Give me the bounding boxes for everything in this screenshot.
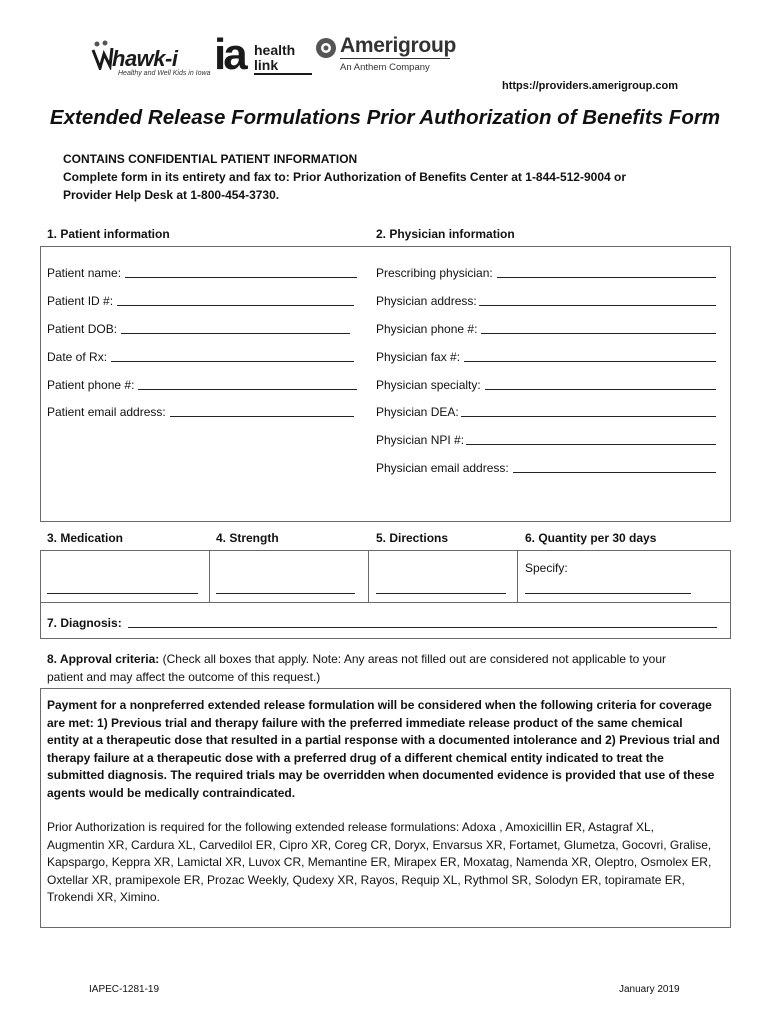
approval-criteria-intro bbox=[47, 651, 727, 686]
approval-criteria-label: 8. Approval criteria: bbox=[47, 652, 160, 666]
amerigroup-tagline: An Anthem Company bbox=[340, 62, 430, 73]
criteria-line: agents would be medically contraindicated. bbox=[47, 785, 296, 800]
prescribing-physician-input[interactable] bbox=[497, 266, 716, 278]
help-desk-line: Provider Help Desk at 1-800-454-3730. bbox=[63, 188, 280, 202]
ia-health-word: health bbox=[254, 42, 296, 58]
hawk-i-tagline: Healthy and Well Kids in Iowa bbox=[118, 70, 211, 77]
patient-dob-input[interactable] bbox=[121, 322, 350, 334]
prescribing-physician-field[interactable] bbox=[376, 266, 716, 280]
physician-specialty-label: Physician specialty: bbox=[376, 378, 481, 392]
quantity-input[interactable] bbox=[525, 580, 691, 594]
fax-instructions: Complete form in its entirety and fax to: Prior Authorization of Benefits Center at 1-844-512-9004 or bbox=[63, 170, 626, 184]
strength-input[interactable] bbox=[216, 580, 355, 594]
patient-phone-input[interactable] bbox=[138, 378, 357, 390]
provider-url[interactable]: https://providers.amerigroup.com bbox=[501, 80, 678, 92]
physician-address-field[interactable] bbox=[376, 294, 716, 308]
confidential-notice: CONTAINS CONFIDENTIAL PATIENT INFORMATION bbox=[63, 152, 358, 166]
criteria-line: are met: 1) Previous trial and therapy failure with the preferred immediate release product of the same chemical bbox=[47, 715, 683, 730]
prior-auth-line: Trokendi XR, Ximino. bbox=[47, 890, 160, 904]
patient-id-field[interactable] bbox=[47, 294, 354, 308]
patient-email-input[interactable] bbox=[170, 405, 354, 417]
physician-email-field[interactable] bbox=[376, 461, 716, 475]
physician-dea-input[interactable] bbox=[461, 405, 716, 417]
prior-auth-line: Oxtellar XR, pramipexole ER, Prozac Weekly, Qudexy XR, Rayos, Requip XL, Rythmol SR, Solodyn ER, topiramate ER, bbox=[47, 872, 685, 887]
physician-specialty-field[interactable] bbox=[376, 378, 716, 392]
strength-header: 4. Strength bbox=[216, 531, 279, 545]
medication-divider-1 bbox=[209, 550, 210, 603]
prior-auth-list bbox=[47, 819, 727, 907]
criteria-line: Payment for a nonpreferred extended release formulation will be considered when the following criteria for coverage bbox=[47, 698, 712, 712]
ia-mark: ia bbox=[214, 30, 245, 79]
form-code: IAPEC-1281-19 bbox=[89, 984, 160, 995]
ia-link-word: link bbox=[254, 57, 279, 73]
amerigroup-wordmark: Amerigroup bbox=[340, 34, 457, 57]
ia-underline bbox=[254, 73, 312, 75]
physician-phone-label: Physician phone #: bbox=[376, 322, 478, 336]
approval-note-line1: (Check all boxes that apply. Note: Any areas not filled out are considered not applicable to your bbox=[162, 652, 667, 666]
criteria-line: therapy failure at a therapeutic dose with a preferred drug of a different chemical entity indicated to treat the bbox=[47, 750, 664, 765]
physician-npi-label: Physician NPI #: bbox=[376, 433, 465, 447]
physician-address-input[interactable] bbox=[479, 294, 716, 306]
medication-divider-2 bbox=[368, 550, 369, 603]
patient-dob-field[interactable] bbox=[47, 322, 350, 336]
medication-header: 3. Medication bbox=[47, 531, 124, 545]
patient-id-input[interactable] bbox=[117, 294, 354, 306]
prior-auth-line: Prior Authorization is required for the following extended release formulations: Adoxa , Amoxicillin ER, Astagraf XL, bbox=[47, 820, 654, 834]
physician-address-label: Physician address: bbox=[376, 294, 477, 308]
patient-name-label: Patient name: bbox=[47, 266, 122, 280]
intro-block bbox=[63, 150, 703, 204]
patient-email-label: Patient email address: bbox=[47, 405, 166, 419]
medication-row-box bbox=[40, 550, 731, 603]
hawk-i-wordmark: hawk-i bbox=[112, 46, 178, 71]
physician-phone-field[interactable] bbox=[376, 322, 716, 336]
prescribing-physician-label: Prescribing physician: bbox=[376, 266, 493, 280]
date-of-rx-field[interactable] bbox=[47, 350, 354, 364]
medication-divider-3 bbox=[517, 550, 518, 603]
amerigroup-globe-icon bbox=[314, 36, 338, 60]
diagnosis-field[interactable] bbox=[47, 616, 717, 630]
patient-dob-label: Patient DOB: bbox=[47, 322, 118, 336]
amerigroup-logo bbox=[314, 34, 460, 80]
amerigroup-rule bbox=[340, 58, 450, 59]
quantity-header: 6. Quantity per 30 days bbox=[525, 531, 657, 545]
physician-npi-field[interactable] bbox=[376, 433, 716, 447]
patient-name-input[interactable] bbox=[125, 266, 357, 278]
physician-fax-field[interactable] bbox=[376, 350, 716, 364]
criteria-line: submitted diagnosis. The required trials may be overridden when documented evidence is provided that use of these bbox=[47, 768, 715, 782]
criteria-line: entity at a therapeutic dose that resulted in a partial response with a documented intolerance and 2) Previous trial and bbox=[47, 733, 720, 747]
physician-fax-label: Physician fax #: bbox=[376, 350, 461, 364]
physician-phone-input[interactable] bbox=[481, 322, 716, 334]
hawk-i-logo bbox=[88, 36, 210, 78]
diagnosis-label: 7. Diagnosis: bbox=[47, 616, 122, 630]
prior-auth-line: Kapspargo, Keppra XR, Lamictal XR, Luvox CR, Memantine ER, Mirapex ER, Moxatag, Namenda XR, Oleptro, Osmolex ER, bbox=[47, 855, 712, 869]
physician-specialty-input[interactable] bbox=[485, 378, 716, 390]
physician-email-label: Physician email address: bbox=[376, 461, 509, 475]
hawk-i-figure-icon bbox=[90, 40, 114, 70]
date-of-rx-label: Date of Rx: bbox=[47, 350, 108, 364]
criteria-text bbox=[47, 697, 727, 802]
patient-name-field[interactable] bbox=[47, 266, 357, 280]
form-date: January 2019 bbox=[619, 984, 680, 995]
directions-input[interactable] bbox=[376, 580, 506, 594]
physician-dea-field[interactable] bbox=[376, 405, 716, 419]
physician-dea-label: Physician DEA: bbox=[376, 405, 459, 419]
prior-auth-line: Augmentin XR, Cardura XL, Carvedilol ER, Cipro XR, Coreg CR, Doryx, Envarsus XR, Fortamet, Glumetza, Gocovri, Gralise, bbox=[47, 837, 712, 852]
date-of-rx-input[interactable] bbox=[111, 350, 354, 362]
page-title: Extended Release Formulations Prior Authorization of Benefits Form bbox=[49, 106, 721, 129]
physician-fax-input[interactable] bbox=[464, 350, 716, 362]
approval-note-line2: patient and may affect the outcome of this request.) bbox=[47, 669, 321, 684]
diagnosis-input[interactable] bbox=[128, 616, 717, 628]
medication-input[interactable] bbox=[47, 580, 198, 594]
directions-header: 5. Directions bbox=[376, 531, 449, 545]
patient-id-label: Patient ID #: bbox=[47, 294, 114, 308]
physician-info-header: 2. Physician information bbox=[376, 227, 515, 241]
physician-email-input[interactable] bbox=[513, 461, 716, 473]
quantity-specify-label: Specify: bbox=[525, 561, 568, 575]
patient-info-header: 1. Patient information bbox=[47, 227, 170, 241]
patient-email-field[interactable] bbox=[47, 405, 354, 419]
patient-phone-label: Patient phone #: bbox=[47, 378, 135, 392]
ia-health-link-logo bbox=[214, 30, 314, 79]
patient-phone-field[interactable] bbox=[47, 378, 357, 392]
physician-npi-input[interactable] bbox=[466, 433, 716, 445]
